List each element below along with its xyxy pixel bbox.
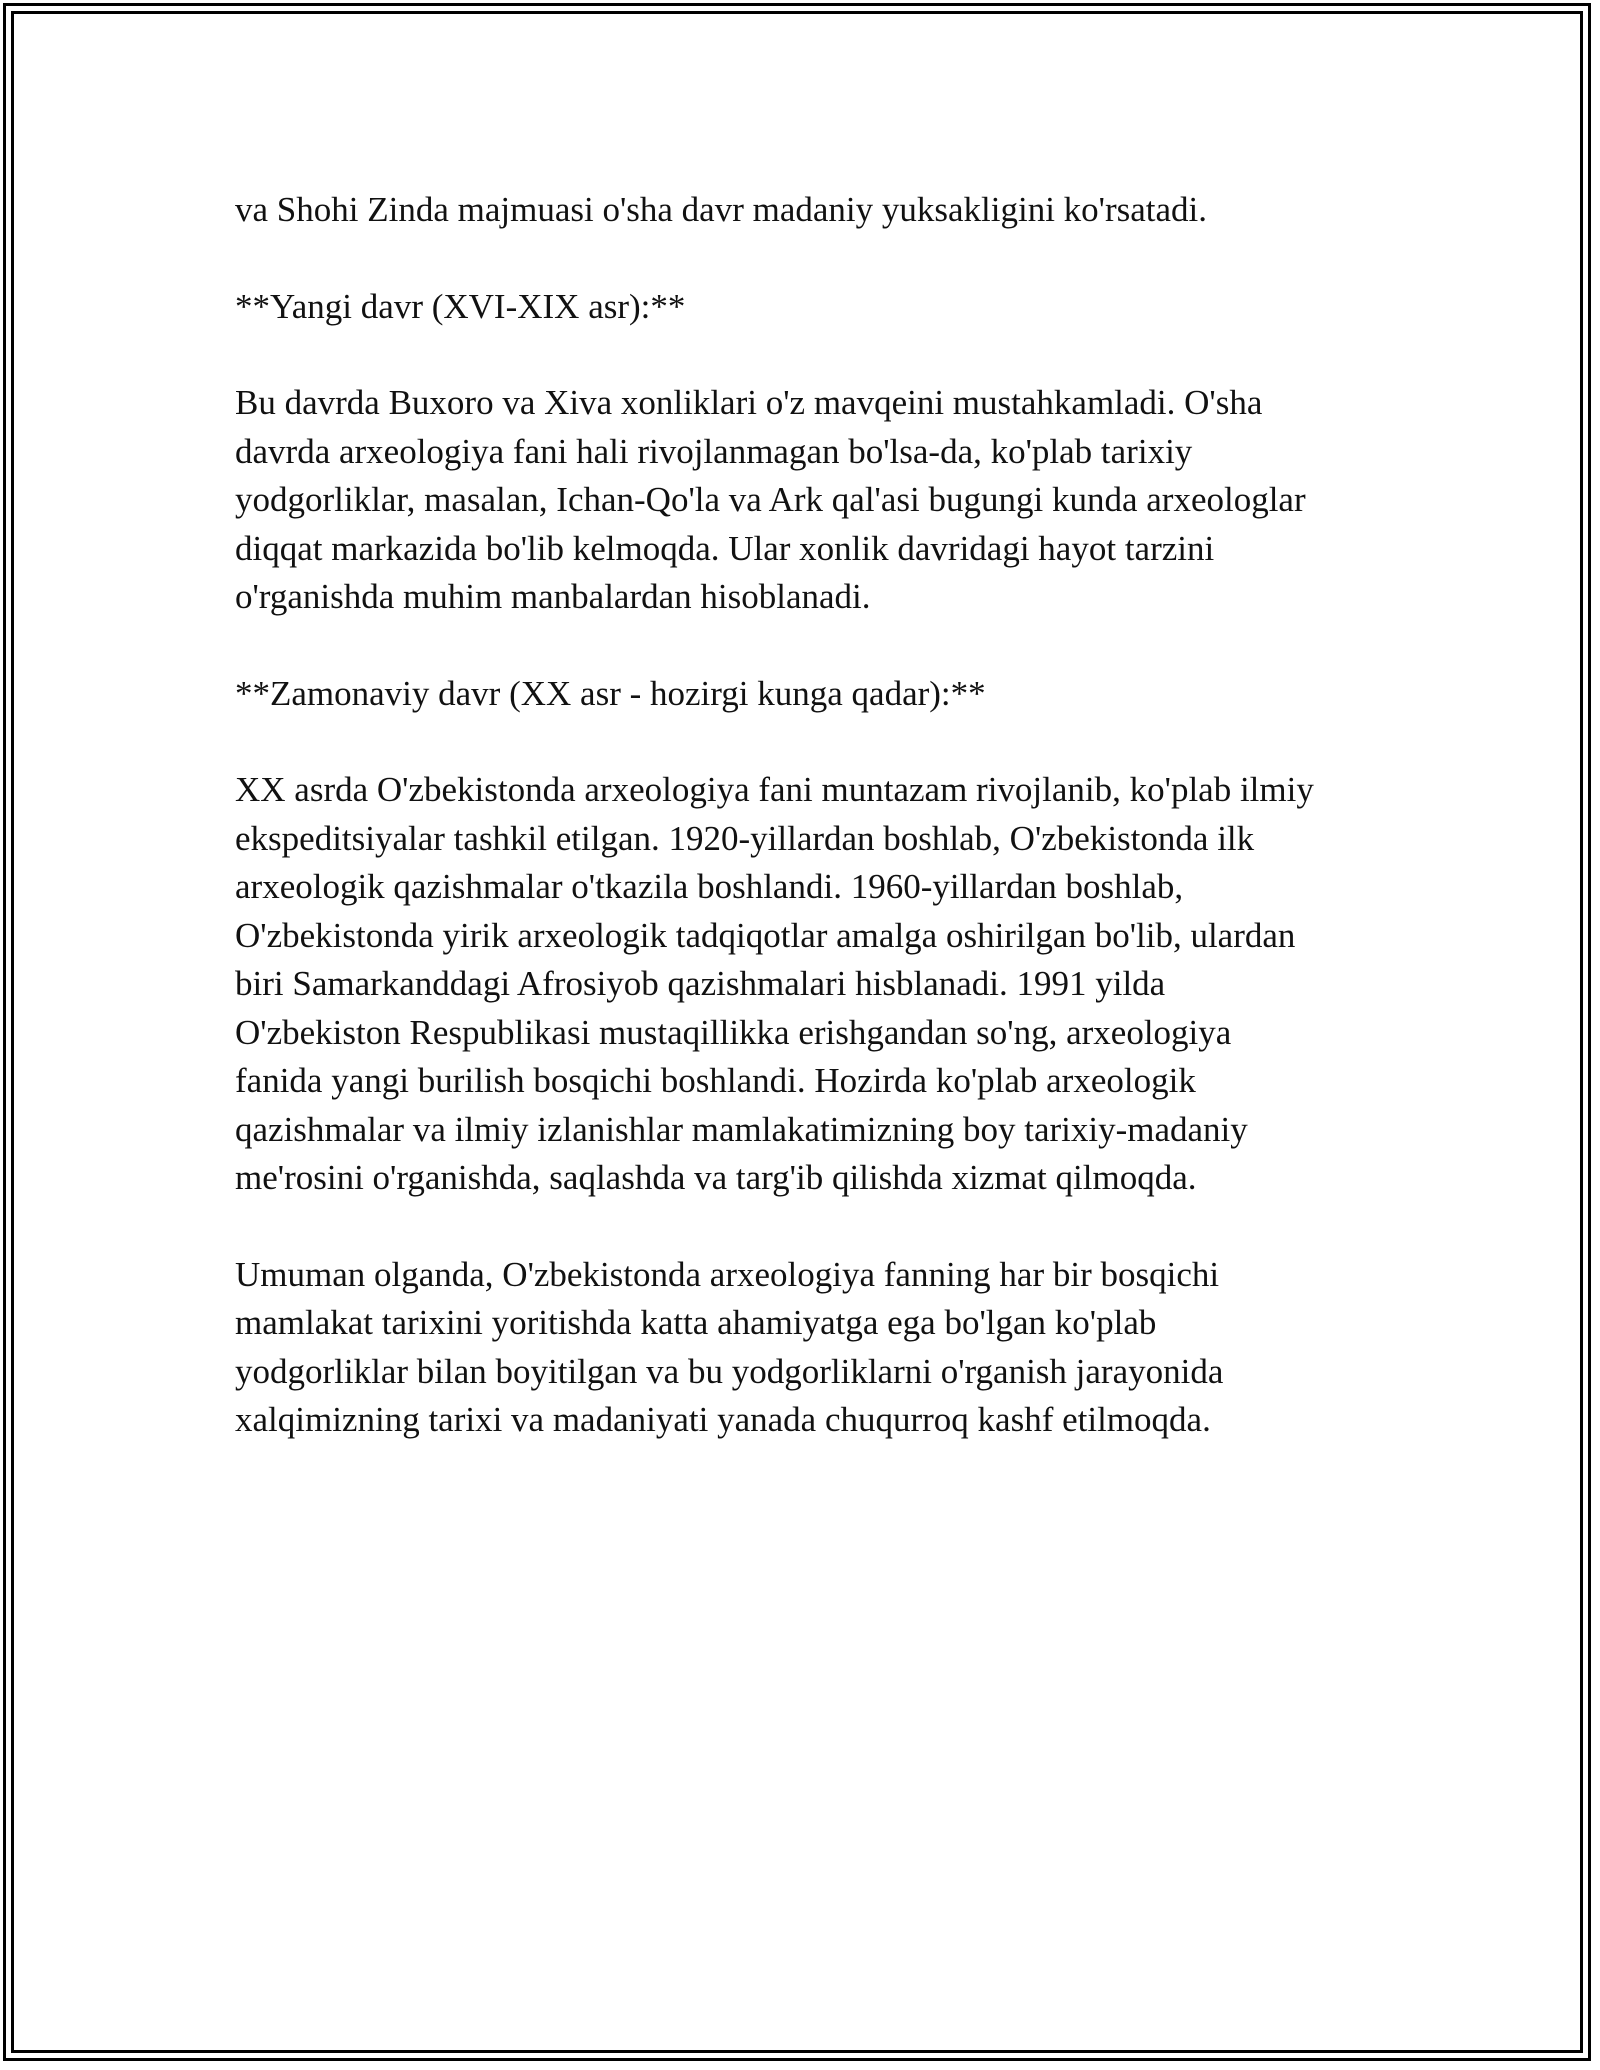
section-heading-zamonaviy-davr: **Zamonaviy davr (XX asr - hozirgi kunga qadar):**: [235, 673, 986, 713]
document-body: [235, 186, 1385, 1493]
paragraph-intro-continuation: va Shohi Zinda majmuasi o'sha davr madaniy yuksakligini ko'rsatadi.: [235, 190, 1208, 229]
section-heading-yangi-davr: **Yangi davr (XVI-XIX asr):**: [235, 286, 686, 326]
paragraph-conclusion: Umuman olganda, O'zbekistonda arxeologiya fanning har bir bosqichi mamlakat tarixini yoritishda katta ahamiyatga ega bo'lgan ko'plab yodgorliklar bilan boyitilgan va bu yodgorliklarni o'rganish jarayonida xalqimizning tarixi va madaniyati yanada chuqurroq kashf etilmoqda.: [235, 1254, 1224, 1439]
paragraph-yangi-davr: Bu davrda Buxoro va Xiva xonliklari o'z mavqeini mustahkamladi. O'sha davrda arxeologiya fani hali rivojlanmagan bo'lsa-da, ko'plab tarixiy yodgorliklar, masalan, Ichan-Qo'la va Ark qal'asi bugungi kunda arxeologlar diqqat markazida bo'lib kelmoqda. Ular xonlik davridagi hayot tarzini o'rganishda muhim manbalardan hisoblanadi.: [235, 383, 1306, 616]
paragraph-zamonaviy-davr: XX asrda O'zbekistonda arxeologiya fani muntazam rivojlanib, ko'plab ilmiy ekspeditsiyalar tashkil etilgan. 1920-yillardan boshlab, O'zbekistonda ilk arxeologik qazishmalar o'tkazila boshlandi. 1960-yillardan boshlab, O'zbekistonda yirik arxeologik tadqiqotlar amalga oshirilgan bo'lib, ulardan biri Samarkanddagi Afrosiyob qazishmalari hisblanadi. 1991 yilda O'zbekiston Respublikasi mustaqillikka erishgandan so'ng, arxeologiya fanida yangi burilish bosqichi boshlandi. Hozirda ko'plab arxeologik qazishmalar va ilmiy izlanishlar mamlakatimizning boy tarixiy-madaniy me'rosini o'rganishda, saqlashda va targ'ib qilishda xizmat qilmoqda.: [235, 770, 1314, 1197]
